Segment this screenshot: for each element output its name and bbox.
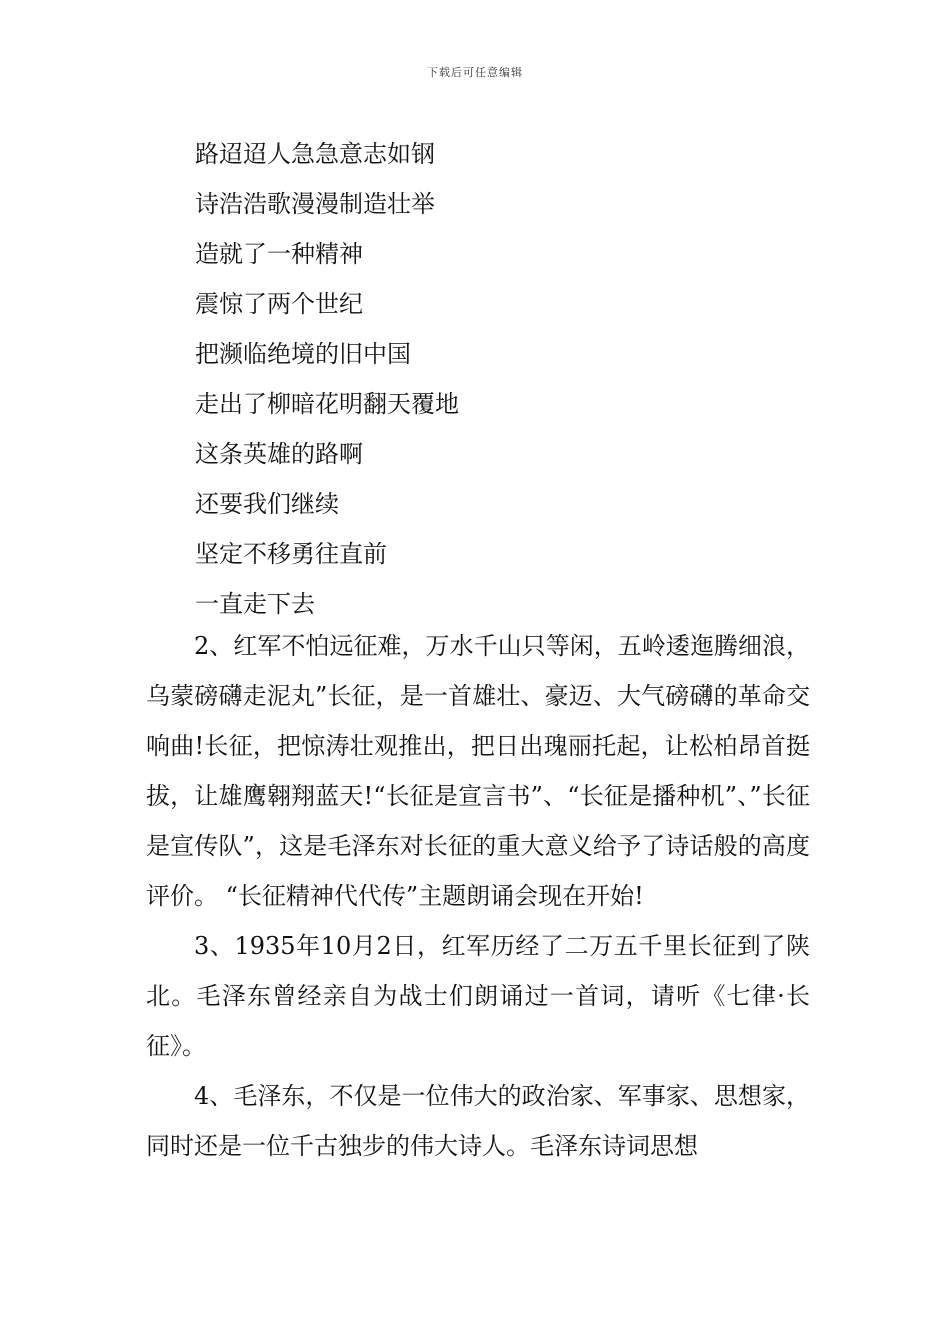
poem-block bbox=[195, 129, 459, 629]
paragraph-4: 4、毛泽东，不仅是一位伟大的政治家、军事家、思想家，同时还是一位千古独步的伟大诗人。毛泽东诗词思想 bbox=[146, 1082, 810, 1160]
body-text bbox=[146, 621, 810, 1171]
poem-line: 一直走下去 bbox=[195, 590, 315, 618]
poem-line: 把濒临绝境的旧中国 bbox=[195, 340, 411, 368]
poem-line: 坚定不移勇往直前 bbox=[195, 540, 387, 568]
poem-line: 震惊了两个世纪 bbox=[195, 290, 363, 318]
paragraph-2: 2、红军不怕远征难，万水千山只等闲，五岭逶迤腾细浪，乌蒙磅礴走泥丸”长征，是一首雄壮、豪迈、大气磅礴的革命交响曲!长征，把惊涛壮观推出，把日出瑰丽托起，让松柏昂首挺拔，让雄鹰翱翔蓝天!“长征是宣言书”、“长征是播种机”、”长征是宣传队”，这是毛泽东对长征的重大意义给予了诗话般的高度评价。 “长征精神代代传”主题朗诵会现在开始! bbox=[146, 632, 810, 910]
poem-line: 走出了柳暗花明翻天覆地 bbox=[195, 390, 459, 418]
poem-line: 诗浩浩歌漫漫制造壮举 bbox=[195, 190, 435, 218]
poem-line: 还要我们继续 bbox=[195, 490, 339, 518]
paragraph-3: 3、1935年10月2日，红军历经了二万五千里长征到了陕北。毛泽东曾经亲自为战士们朗诵过一首词，请听《七律·长征》。 bbox=[146, 932, 810, 1060]
page-header: 下载后可任意编辑 bbox=[427, 66, 523, 79]
poem-line: 这条英雄的路啊 bbox=[195, 440, 363, 468]
poem-line: 造就了一种精神 bbox=[195, 240, 363, 268]
poem-line: 路迢迢人急急意志如钢 bbox=[195, 140, 435, 168]
